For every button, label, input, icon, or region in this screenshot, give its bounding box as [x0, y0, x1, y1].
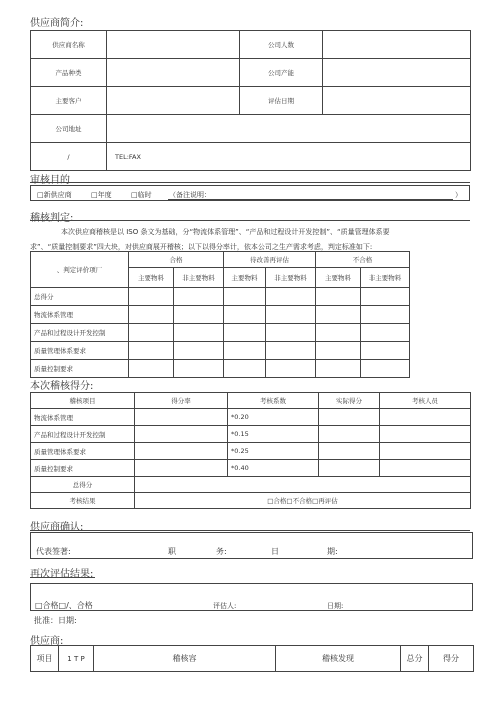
row-item: 质量控制要求	[31, 460, 135, 477]
table-row	[31, 409, 471, 426]
reevaluation-options[interactable]: □合格□/、合格	[35, 601, 93, 610]
value-product-type[interactable]	[107, 59, 240, 87]
section-title-supplier-intro: 供应商简介:	[30, 18, 84, 29]
sub-main-material: 主要物料	[316, 268, 361, 288]
sub-main-material: 主要物料	[129, 268, 174, 288]
sub-main-material: 主要物料	[224, 268, 266, 288]
header-actual-score: 实际得分	[319, 393, 380, 409]
supplier-intro-table	[30, 30, 471, 171]
label-evaluator: 评估人:	[213, 602, 237, 610]
intro-line-2: 求”、“质量控制要求”四大块，对供应商展开稽核；以下以得分率计，依本公司之生产需求考虑，判定标准如下:	[30, 243, 373, 251]
total-score-label: 总得分	[31, 477, 135, 493]
row-label: 产品和过程设计开发控制	[31, 324, 129, 342]
label-capacity: 公司产能	[240, 59, 323, 87]
section-title-supplier-confirm: 供应商确认:	[30, 522, 84, 533]
label-eval-date: 评估日期	[240, 87, 323, 115]
label-date-2: 期:	[327, 547, 338, 556]
row-label: 质量管理体系要求	[31, 342, 129, 360]
option-new-supplier[interactable]: □新供应商	[37, 191, 72, 199]
divider	[30, 530, 470, 531]
reevaluation-box	[30, 583, 473, 611]
value-telfax: TEL:FAX	[107, 143, 471, 171]
note-close: ）	[455, 191, 462, 199]
intro-line-1: 本次供应商稽核是以 ISO 条文为基础，分“物流体系管理”、“产品和过程设计开发控制”、“质量管理体系要	[61, 228, 390, 236]
judgment-criteria-table	[30, 251, 410, 378]
value-address[interactable]	[107, 115, 471, 143]
row-coefficient: *0.40	[228, 460, 319, 477]
contact-slash: /	[31, 143, 107, 171]
sub-non-main-material: 非主要物料	[266, 268, 316, 288]
header-findings: 稽核发现	[276, 646, 401, 672]
section-title-reevaluation: 再次评估结果:	[30, 569, 94, 580]
option-annual[interactable]: □年度	[91, 191, 112, 199]
row-label: 质量控制要求	[31, 360, 129, 378]
sub-non-main-material: 非主要物料	[174, 268, 224, 288]
audit-purpose-box	[30, 185, 470, 201]
table-row	[31, 460, 471, 477]
audit-detail-header-table	[30, 645, 474, 672]
header-fail: 不合格	[316, 252, 410, 268]
row-item: 质量管理体系要求	[31, 443, 135, 460]
table-row	[31, 288, 410, 306]
section-title-audit-judgment: 稽核判定:	[30, 213, 74, 224]
approval-line: 批准：日期:	[34, 616, 77, 625]
label-representative: 代表签著:	[36, 547, 71, 556]
label-date-1: 日	[271, 547, 279, 556]
header-audit-item: 稽核项目	[31, 393, 135, 409]
row-label: 总得分	[31, 288, 129, 306]
label-eval-date: 日期:	[327, 602, 344, 610]
header-improve: 待改善再评估	[224, 252, 316, 268]
table-row	[31, 426, 471, 443]
value-employee-count[interactable]	[323, 31, 471, 59]
value-main-customers[interactable]	[107, 87, 240, 115]
row-coefficient: *0.15	[228, 426, 319, 443]
table-row	[31, 443, 471, 460]
corner-header: 、判定评价项厂	[31, 252, 129, 288]
row-coefficient: *0.25	[228, 443, 319, 460]
header-pass: 合格	[129, 252, 224, 268]
result-options[interactable]: □合格□不合格□再评估	[135, 493, 471, 509]
note-label: （备注说明：	[169, 191, 211, 199]
value-capacity[interactable]	[323, 59, 471, 87]
header-score-rate: 得分率	[135, 393, 228, 409]
header-score: 得分	[429, 646, 474, 672]
confirm-box	[30, 532, 473, 559]
section-title-supplier: 供应商:	[30, 636, 64, 647]
table-row	[31, 342, 410, 360]
row-coefficient: *0.20	[228, 409, 319, 426]
divider	[30, 182, 470, 183]
total-score-value[interactable]	[135, 477, 471, 493]
header-total: 总分	[401, 646, 429, 672]
label-position-1: 职	[168, 547, 176, 556]
label-employee-count: 公司人数	[240, 31, 323, 59]
note-underline	[168, 199, 453, 200]
label-address: 公司地址	[31, 115, 107, 143]
label-main-customers: 主要客户	[31, 87, 107, 115]
label-supplier-name: 供应商名称	[31, 31, 107, 59]
header-code: 1 T P	[59, 646, 94, 672]
label-product-type: 产品种类	[31, 59, 107, 87]
value-supplier-name[interactable]	[107, 31, 240, 59]
value-eval-date[interactable]	[323, 87, 471, 115]
divider	[30, 220, 470, 221]
table-row	[31, 324, 410, 342]
row-item: 产品和过程设计开发控制	[31, 426, 135, 443]
row-item: 物流体系管理	[31, 409, 135, 426]
audit-score-table	[30, 392, 471, 509]
label-position-2: 务:	[216, 547, 227, 556]
section-title-audit-score: 本次稽核得分:	[30, 381, 94, 392]
header-audit-content: 稽核容	[94, 646, 276, 672]
title-underline	[30, 577, 95, 578]
table-row	[31, 360, 410, 378]
row-label: 物流体系管理	[31, 306, 129, 324]
header-item: 项目	[31, 646, 59, 672]
option-temporary[interactable]: □临时	[131, 191, 152, 199]
sub-non-main-material: 非主要物料	[361, 268, 410, 288]
result-label: 考核结果	[31, 493, 135, 509]
header-coefficient: 考核系数	[228, 393, 319, 409]
header-auditor: 考核人员	[380, 393, 471, 409]
section-title-audit-purpose: 审核目的	[30, 175, 70, 186]
table-row	[31, 306, 410, 324]
